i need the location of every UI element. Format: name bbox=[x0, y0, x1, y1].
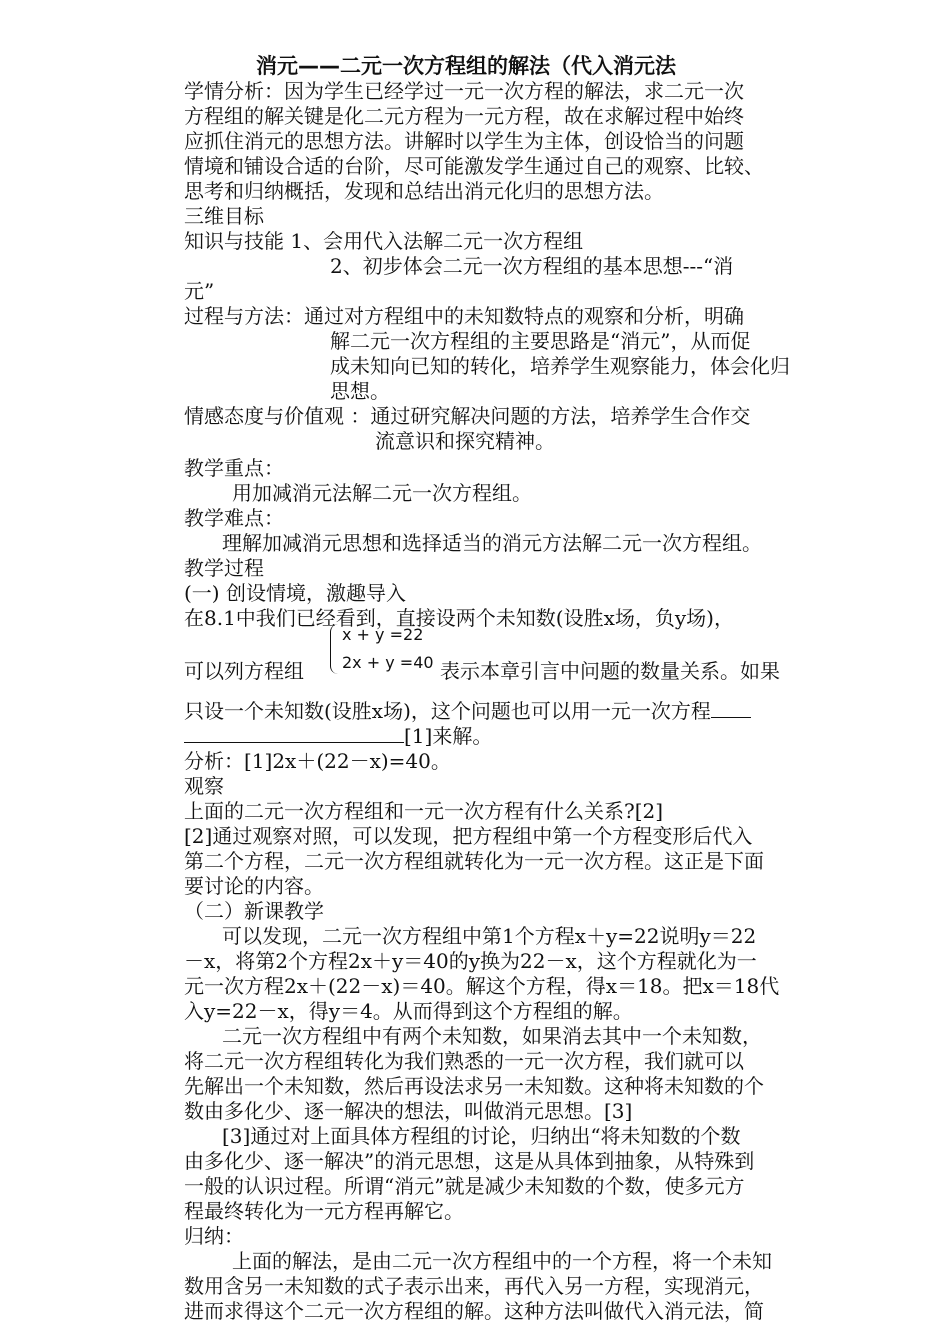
paragraph-2-line-2: －x，将第2个方程2x＋y＝40的y换为22－x，这个方程就化为一 bbox=[184, 949, 757, 973]
paragraph-3-line-3: 先解出一个未知数，然后再设法求另一未知数。这种将未知数的个 bbox=[184, 1074, 764, 1098]
paragraph-1-line-4 bbox=[184, 724, 492, 748]
answer-blank-1a bbox=[711, 699, 751, 718]
analysis-line-3: 应抓住消元的思想方法。讲解时以学生为主体，创设恰当的问题 bbox=[184, 129, 744, 153]
answer-2-line-3: 要讨论的内容。 bbox=[184, 874, 324, 898]
answer-2-line-1: [2]通过观察对照，可以发现，把方程组中第一个方程变形后代入 bbox=[184, 824, 753, 848]
answer-blank-1b bbox=[184, 724, 404, 743]
knowledge-line-1: 知识与技能 1、会用代入法解二元一次方程组 bbox=[184, 229, 584, 253]
question-2: 上面的二元一次方程组和一元一次方程有什么关系?[2] bbox=[184, 799, 664, 823]
knowledge-line-3: 元” bbox=[184, 279, 215, 303]
process-method-line-4: 思想。 bbox=[330, 379, 390, 403]
analysis-answer: 分析：[1]2x＋(22－x)=40。 bbox=[184, 749, 451, 773]
section-2-heading: （二）新课教学 bbox=[184, 899, 324, 923]
summary-heading: 归纳： bbox=[184, 1224, 244, 1248]
paragraph-4-line-2: 由多化少、逐一解决”的消元思想，这是从具体到抽象，从特殊到 bbox=[184, 1149, 755, 1173]
paragraph-5-line-2: 数用含另一未知数的式子表示出来，再代入另一方程，实现消元， bbox=[184, 1274, 764, 1298]
difficulty-content: 理解加减消元思想和选择适当的消元方法解二元一次方程组。 bbox=[222, 531, 762, 555]
process-method-line-3: 成未知向已知的转化，培养学生观察能力，体会化归 bbox=[330, 354, 790, 378]
equation-1: x + y =22 bbox=[342, 625, 424, 644]
document-title: 消元——二元一次方程组的解法（代入消元法 bbox=[256, 54, 676, 78]
equation-brace bbox=[330, 624, 339, 674]
equation-2: 2x + y =40 bbox=[342, 653, 434, 672]
equation-system bbox=[330, 622, 435, 678]
paragraph-4-line-1: [3]通过对上面具体方程组的讨论，归纳出“将未知数的个数 bbox=[222, 1124, 741, 1148]
knowledge-line-2: 2、初步体会二元一次方程组的基本思想---“消 bbox=[330, 254, 734, 278]
paragraph-3-line-2: 将二元一次方程组转化为我们熟悉的一元一次方程，我们就可以 bbox=[184, 1049, 744, 1073]
observe-heading: 观察 bbox=[184, 774, 224, 798]
paragraph-2-line-1: 可以发现，二元一次方程组中第1个方程x＋y=22说明y＝22 bbox=[222, 924, 757, 948]
paragraph-1-line-4-text: [1]来解。 bbox=[404, 724, 493, 748]
process-method-line-2: 解二元一次方程组的主要思路是“消元”，从而促 bbox=[330, 329, 751, 353]
goals-heading: 三维目标 bbox=[184, 204, 264, 228]
emotion-line-2: 流意识和探究精神。 bbox=[375, 429, 555, 453]
analysis-line-2: 方程组的解关键是化二元方程为一元方程，故在求解过程中始终 bbox=[184, 104, 744, 128]
difficulty-heading: 教学难点： bbox=[184, 506, 284, 530]
paragraph-1-line-2b: 表示本章引言中问题的数量关系。如果 bbox=[440, 659, 780, 683]
key-heading: 教学重点： bbox=[184, 456, 284, 480]
paragraph-5-line-3: 进而求得这个二元一次方程组的解。这种方法叫做代入消元法，简 bbox=[184, 1299, 764, 1323]
analysis-line-4: 情境和铺设合适的台阶，尽可能激发学生通过自己的观察、比较、 bbox=[184, 154, 764, 178]
process-heading: 教学过程 bbox=[184, 556, 264, 580]
key-content: 用加减消元法解二元一次方程组。 bbox=[232, 481, 532, 505]
paragraph-3-line-1: 二元一次方程组中有两个未知数，如果消去其中一个未知数， bbox=[222, 1024, 762, 1048]
process-method-line-1: 过程与方法：通过对方程组中的未知数特点的观察和分析，明确 bbox=[184, 304, 744, 328]
answer-2-line-2: 第二个方程，二元一次方程组就转化为一元一次方程。这正是下面 bbox=[184, 849, 764, 873]
paragraph-2-line-4: 入y=22－x，得y＝4。从而得到这个方程组的解。 bbox=[184, 999, 633, 1023]
emotion-line-1: 情感态度与价值观 ：通过研究解决问题的方法，培养学生合作交 bbox=[184, 404, 751, 428]
paragraph-4-line-3: 一般的认识过程。所谓“消元”就是减少未知数的个数，使多元方 bbox=[184, 1174, 745, 1198]
analysis-line-1: 学情分析：因为学生已经学过一元一次方程的解法，求二元一次 bbox=[184, 79, 744, 103]
paragraph-1-line-2a: 可以列方程组 bbox=[184, 659, 304, 683]
paragraph-1-line-3 bbox=[184, 699, 751, 723]
paragraph-5-line-1: 上面的解法，是由二元一次方程组中的一个方程，将一个未知 bbox=[232, 1249, 772, 1273]
paragraph-2-line-3: 元一次方程2x＋(22－x)＝40。解这个方程，得x＝18。把x＝18代 bbox=[184, 974, 780, 998]
paragraph-1-line-3-text: 只设一个未知数(设胜x场)，这个问题也可以用一元一次方程 bbox=[184, 699, 711, 723]
paragraph-4-line-4: 程最终转化为一元方程再解它。 bbox=[184, 1199, 464, 1223]
analysis-line-5: 思考和归纳概括，发现和总结出消元化归的思想方法。 bbox=[184, 179, 664, 203]
paragraph-3-line-4: 数由多化少、逐一解决的想法，叫做消元思想。[3] bbox=[184, 1099, 633, 1123]
section-1-heading: (一) 创设情境，激趣导入 bbox=[184, 581, 406, 605]
paragraph-1-line-1: 在8.1中我们已经看到，直接设两个未知数(设胜x场，负y场)， bbox=[184, 606, 734, 630]
